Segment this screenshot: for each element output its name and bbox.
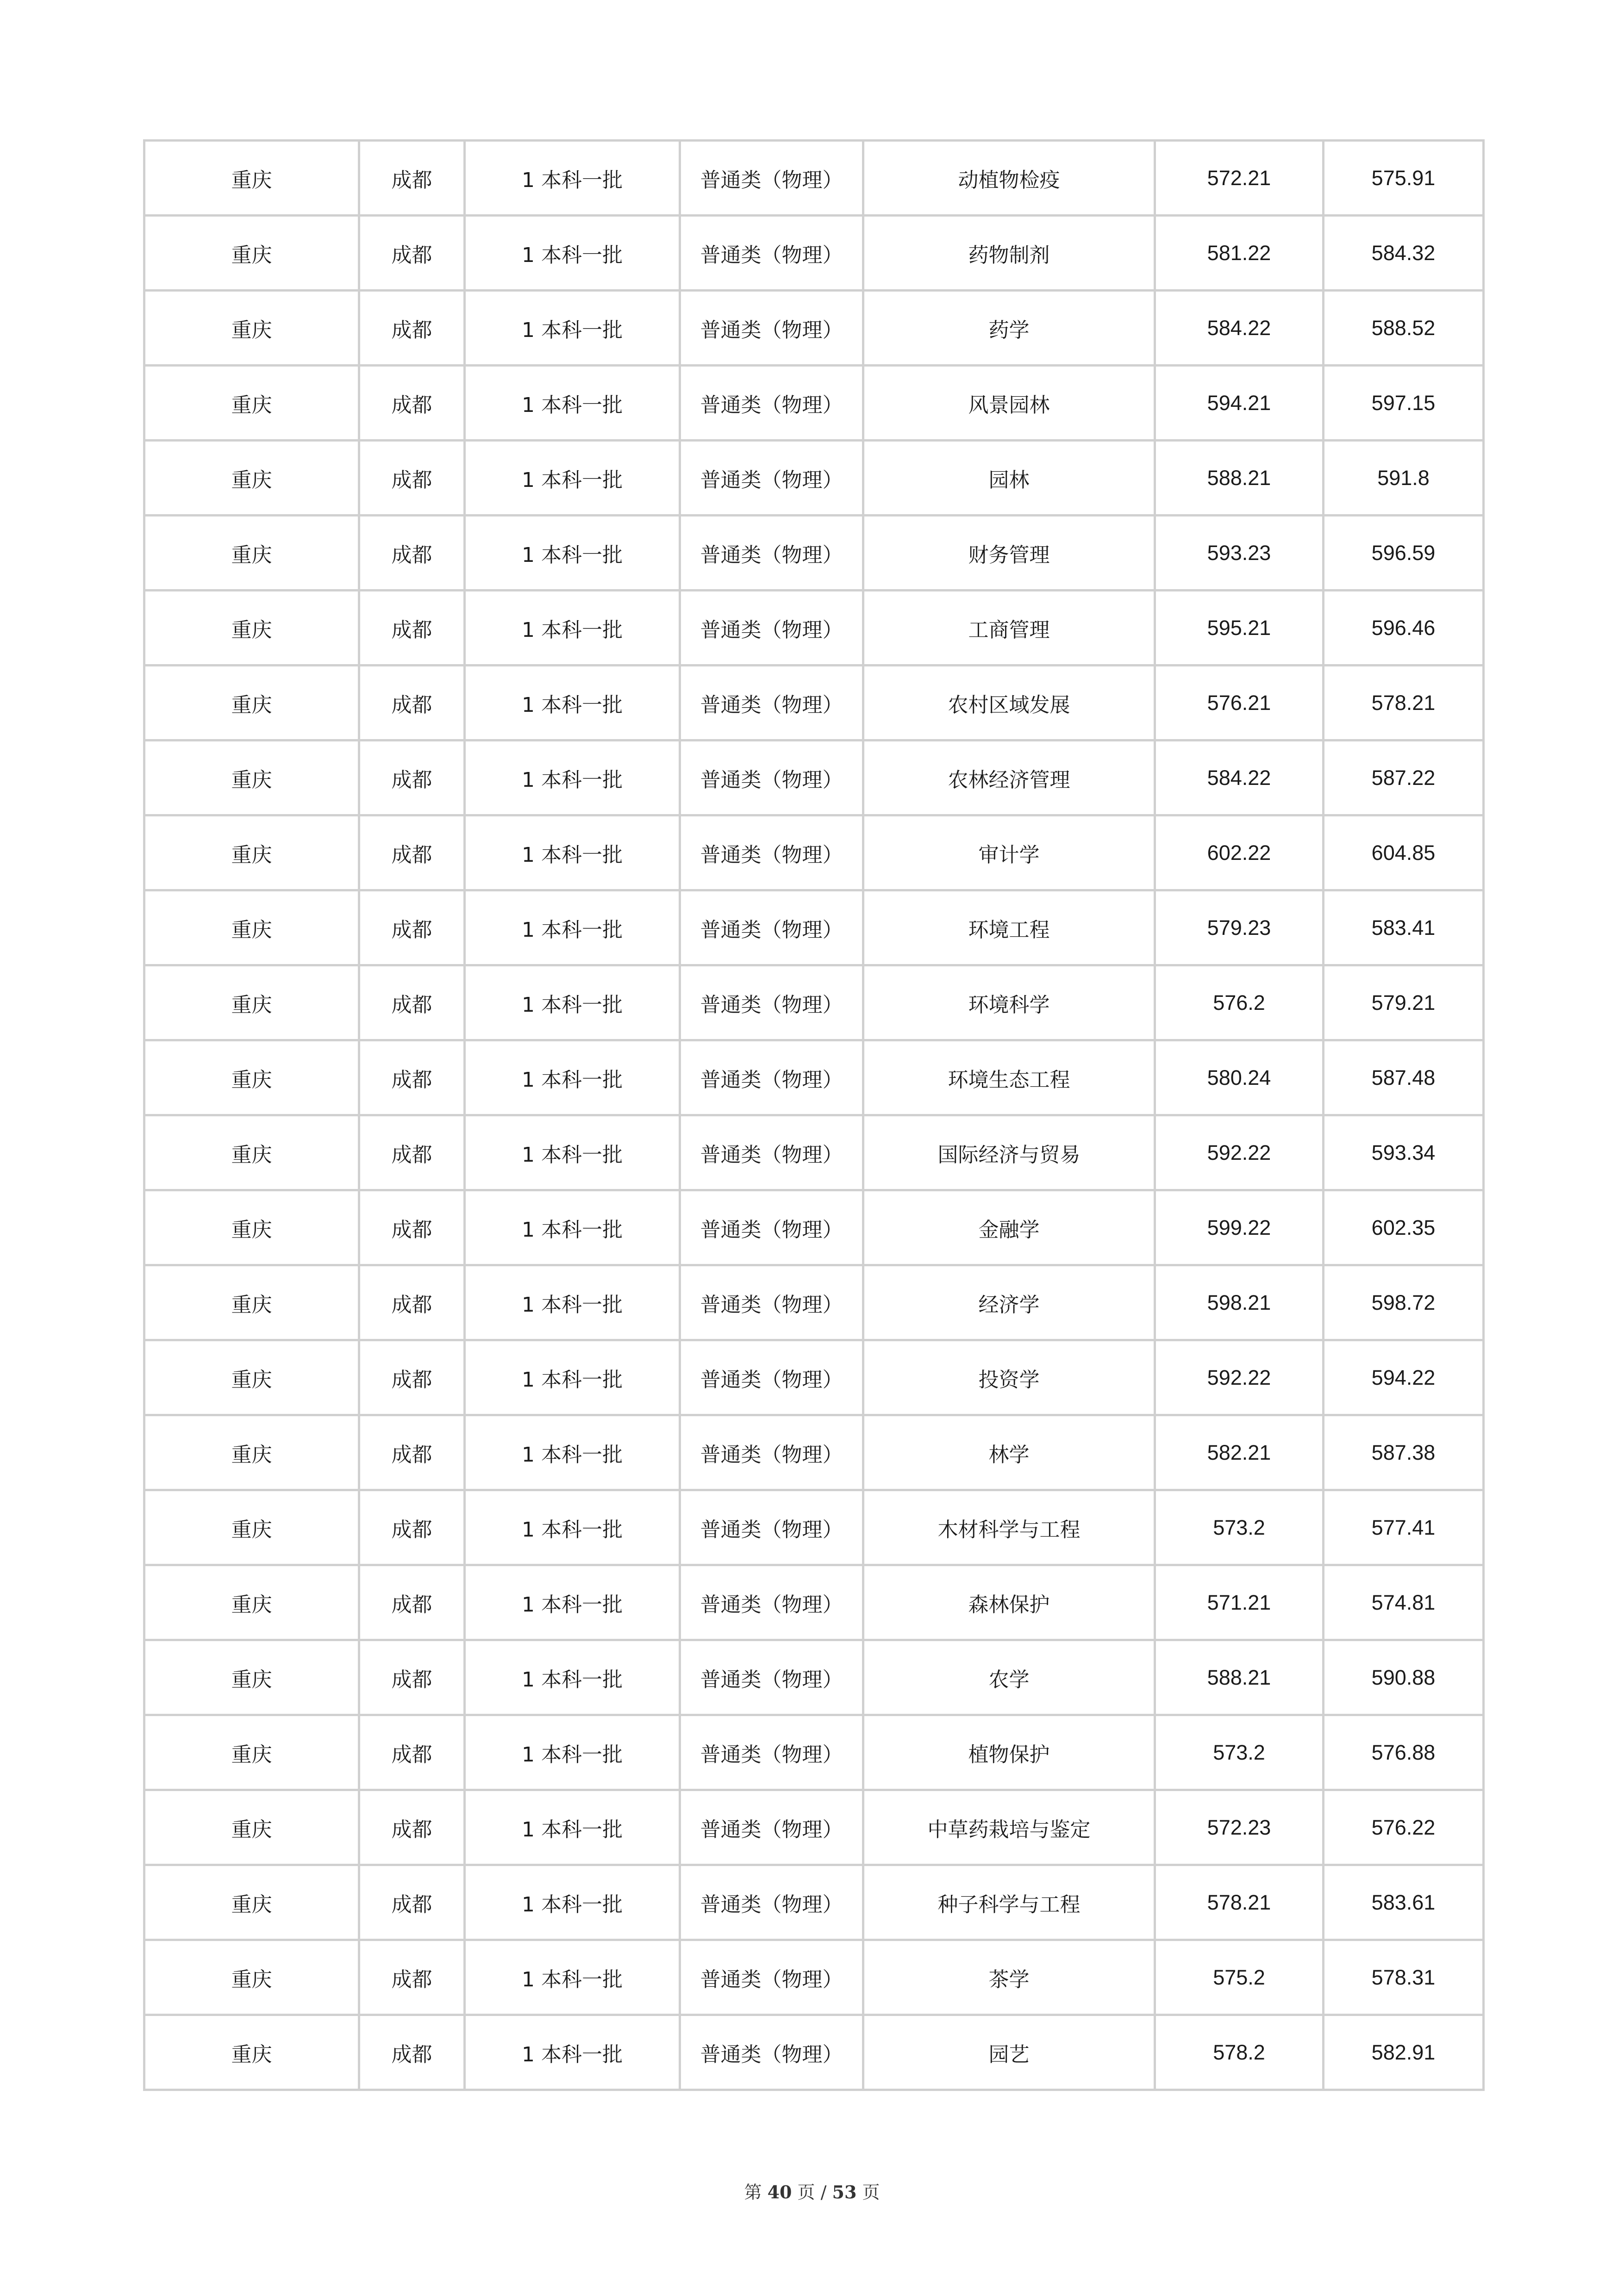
batch-cell: 1 本科一批 [465, 1640, 680, 1715]
batch-cell: 1 本科一批 [465, 1040, 680, 1115]
batch-cell: 1 本科一批 [465, 291, 680, 366]
province-cell: 重庆 [144, 1115, 359, 1190]
batch-cell: 1 本科一批 [465, 890, 680, 965]
major-cell: 药物制剂 [863, 216, 1155, 291]
city-cell: 成都 [359, 1190, 465, 1265]
category-cell: 普通类（物理） [680, 216, 863, 291]
province-cell: 重庆 [144, 141, 359, 216]
category-cell: 普通类（物理） [680, 890, 863, 965]
city-cell: 成都 [359, 1715, 465, 1790]
batch-cell: 1 本科一批 [465, 740, 680, 815]
province-cell: 重庆 [144, 1190, 359, 1265]
city-cell: 成都 [359, 516, 465, 591]
admission-score-table [143, 139, 1485, 2091]
min-score-cell: 572.23 [1155, 1790, 1324, 1865]
avg-score-cell: 577.41 [1324, 1490, 1484, 1565]
province-cell: 重庆 [144, 1265, 359, 1340]
min-score-cell: 592.22 [1155, 1340, 1324, 1415]
province-cell: 重庆 [144, 815, 359, 890]
city-cell: 成都 [359, 890, 465, 965]
min-score-cell: 573.2 [1155, 1490, 1324, 1565]
category-cell: 普通类（物理） [680, 366, 863, 441]
footer-middle: 页 / [797, 2182, 827, 2203]
category-cell: 普通类（物理） [680, 1790, 863, 1865]
batch-cell: 1 本科一批 [465, 591, 680, 666]
avg-score-cell: 598.72 [1324, 1265, 1484, 1340]
province-cell: 重庆 [144, 1940, 359, 2015]
city-cell: 成都 [359, 1340, 465, 1415]
min-score-cell: 580.24 [1155, 1040, 1324, 1115]
category-cell: 普通类（物理） [680, 1565, 863, 1640]
province-cell: 重庆 [144, 1565, 359, 1640]
total-pages-number: 53 [832, 2182, 857, 2203]
major-cell: 林学 [863, 1415, 1155, 1490]
table-row [144, 1640, 1484, 1715]
city-cell: 成都 [359, 1865, 465, 1940]
avg-score-cell: 582.91 [1324, 2015, 1484, 2090]
city-cell: 成都 [359, 441, 465, 516]
table-row [144, 1490, 1484, 1565]
batch-cell: 1 本科一批 [465, 216, 680, 291]
major-cell: 工商管理 [863, 591, 1155, 666]
avg-score-cell: 587.48 [1324, 1040, 1484, 1115]
category-cell: 普通类（物理） [680, 516, 863, 591]
batch-cell: 1 本科一批 [465, 1190, 680, 1265]
major-cell: 财务管理 [863, 516, 1155, 591]
province-cell: 重庆 [144, 1715, 359, 1790]
min-score-cell: 588.21 [1155, 1640, 1324, 1715]
avg-score-cell: 574.81 [1324, 1565, 1484, 1640]
major-cell: 植物保护 [863, 1715, 1155, 1790]
category-cell: 普通类（物理） [680, 666, 863, 740]
avg-score-cell: 584.32 [1324, 216, 1484, 291]
avg-score-cell: 578.21 [1324, 666, 1484, 740]
batch-cell: 1 本科一批 [465, 815, 680, 890]
city-cell: 成都 [359, 666, 465, 740]
city-cell: 成都 [359, 965, 465, 1040]
city-cell: 成都 [359, 1490, 465, 1565]
category-cell: 普通类（物理） [680, 740, 863, 815]
table-row [144, 740, 1484, 815]
city-cell: 成都 [359, 591, 465, 666]
major-cell: 动植物检疫 [863, 141, 1155, 216]
province-cell: 重庆 [144, 890, 359, 965]
major-cell: 森林保护 [863, 1565, 1155, 1640]
avg-score-cell: 583.41 [1324, 890, 1484, 965]
table-row [144, 441, 1484, 516]
table-row [144, 366, 1484, 441]
city-cell: 成都 [359, 1940, 465, 2015]
batch-cell: 1 本科一批 [465, 965, 680, 1040]
page-footer [0, 2178, 1624, 2203]
min-score-cell: 582.21 [1155, 1415, 1324, 1490]
category-cell: 普通类（物理） [680, 1865, 863, 1940]
province-cell: 重庆 [144, 441, 359, 516]
category-cell: 普通类（物理） [680, 965, 863, 1040]
major-cell: 投资学 [863, 1340, 1155, 1415]
table-row [144, 890, 1484, 965]
major-cell: 经济学 [863, 1265, 1155, 1340]
min-score-cell: 572.21 [1155, 141, 1324, 216]
avg-score-cell: 588.52 [1324, 291, 1484, 366]
province-cell: 重庆 [144, 740, 359, 815]
min-score-cell: 575.2 [1155, 1940, 1324, 2015]
city-cell: 成都 [359, 815, 465, 890]
table-row [144, 1040, 1484, 1115]
avg-score-cell: 596.46 [1324, 591, 1484, 666]
avg-score-cell: 596.59 [1324, 516, 1484, 591]
current-page-number: 40 [767, 2182, 792, 2203]
major-cell: 农村区域发展 [863, 666, 1155, 740]
min-score-cell: 573.2 [1155, 1715, 1324, 1790]
category-cell: 普通类（物理） [680, 1940, 863, 2015]
table-row [144, 1265, 1484, 1340]
avg-score-cell: 583.61 [1324, 1865, 1484, 1940]
city-cell: 成都 [359, 141, 465, 216]
city-cell: 成都 [359, 2015, 465, 2090]
footer-suffix: 页 [862, 2182, 880, 2203]
batch-cell: 1 本科一批 [465, 1490, 680, 1565]
province-cell: 重庆 [144, 1640, 359, 1715]
table-row [144, 216, 1484, 291]
avg-score-cell: 575.91 [1324, 141, 1484, 216]
category-cell: 普通类（物理） [680, 1640, 863, 1715]
footer-prefix: 第 [744, 2182, 762, 2203]
category-cell: 普通类（物理） [680, 591, 863, 666]
category-cell: 普通类（物理） [680, 141, 863, 216]
table-row [144, 291, 1484, 366]
table-row [144, 1715, 1484, 1790]
major-cell: 种子科学与工程 [863, 1865, 1155, 1940]
category-cell: 普通类（物理） [680, 441, 863, 516]
city-cell: 成都 [359, 366, 465, 441]
province-cell: 重庆 [144, 2015, 359, 2090]
table-row [144, 1115, 1484, 1190]
min-score-cell: 571.21 [1155, 1565, 1324, 1640]
table-row [144, 666, 1484, 740]
table-row [144, 1865, 1484, 1940]
min-score-cell: 576.21 [1155, 666, 1324, 740]
table-row [144, 1940, 1484, 2015]
major-cell: 农林经济管理 [863, 740, 1155, 815]
province-cell: 重庆 [144, 1340, 359, 1415]
table-row [144, 1415, 1484, 1490]
min-score-cell: 595.21 [1155, 591, 1324, 666]
avg-score-cell: 587.38 [1324, 1415, 1484, 1490]
min-score-cell: 578.2 [1155, 2015, 1324, 2090]
batch-cell: 1 本科一批 [465, 366, 680, 441]
avg-score-cell: 578.31 [1324, 1940, 1484, 2015]
major-cell: 审计学 [863, 815, 1155, 890]
avg-score-cell: 579.21 [1324, 965, 1484, 1040]
major-cell: 园艺 [863, 2015, 1155, 2090]
city-cell: 成都 [359, 1265, 465, 1340]
city-cell: 成都 [359, 1040, 465, 1115]
batch-cell: 1 本科一批 [465, 1415, 680, 1490]
category-cell: 普通类（物理） [680, 1490, 863, 1565]
category-cell: 普通类（物理） [680, 1715, 863, 1790]
province-cell: 重庆 [144, 216, 359, 291]
table-row [144, 141, 1484, 216]
table-row [144, 815, 1484, 890]
table-row [144, 516, 1484, 591]
avg-score-cell: 587.22 [1324, 740, 1484, 815]
avg-score-cell: 593.34 [1324, 1115, 1484, 1190]
province-cell: 重庆 [144, 1865, 359, 1940]
province-cell: 重庆 [144, 666, 359, 740]
avg-score-cell: 602.35 [1324, 1190, 1484, 1265]
province-cell: 重庆 [144, 591, 359, 666]
city-cell: 成都 [359, 1565, 465, 1640]
avg-score-cell: 576.22 [1324, 1790, 1484, 1865]
major-cell: 中草药栽培与鉴定 [863, 1790, 1155, 1865]
table-row [144, 1790, 1484, 1865]
city-cell: 成都 [359, 740, 465, 815]
province-cell: 重庆 [144, 1790, 359, 1865]
major-cell: 金融学 [863, 1190, 1155, 1265]
avg-score-cell: 590.88 [1324, 1640, 1484, 1715]
min-score-cell: 594.21 [1155, 366, 1324, 441]
category-cell: 普通类（物理） [680, 2015, 863, 2090]
table-row [144, 591, 1484, 666]
batch-cell: 1 本科一批 [465, 1865, 680, 1940]
batch-cell: 1 本科一批 [465, 1340, 680, 1415]
city-cell: 成都 [359, 291, 465, 366]
city-cell: 成都 [359, 1415, 465, 1490]
table-row [144, 1565, 1484, 1640]
min-score-cell: 581.22 [1155, 216, 1324, 291]
major-cell: 风景园林 [863, 366, 1155, 441]
province-cell: 重庆 [144, 291, 359, 366]
category-cell: 普通类（物理） [680, 1265, 863, 1340]
table-row [144, 1190, 1484, 1265]
category-cell: 普通类（物理） [680, 291, 863, 366]
major-cell: 国际经济与贸易 [863, 1115, 1155, 1190]
batch-cell: 1 本科一批 [465, 666, 680, 740]
major-cell: 农学 [863, 1640, 1155, 1715]
category-cell: 普通类（物理） [680, 1115, 863, 1190]
province-cell: 重庆 [144, 1040, 359, 1115]
province-cell: 重庆 [144, 965, 359, 1040]
batch-cell: 1 本科一批 [465, 516, 680, 591]
min-score-cell: 576.2 [1155, 965, 1324, 1040]
batch-cell: 1 本科一批 [465, 441, 680, 516]
min-score-cell: 602.22 [1155, 815, 1324, 890]
avg-score-cell: 604.85 [1324, 815, 1484, 890]
table-body [144, 141, 1484, 2090]
min-score-cell: 588.21 [1155, 441, 1324, 516]
category-cell: 普通类（物理） [680, 815, 863, 890]
min-score-cell: 599.22 [1155, 1190, 1324, 1265]
avg-score-cell: 594.22 [1324, 1340, 1484, 1415]
province-cell: 重庆 [144, 1415, 359, 1490]
batch-cell: 1 本科一批 [465, 1790, 680, 1865]
category-cell: 普通类（物理） [680, 1415, 863, 1490]
major-cell: 环境生态工程 [863, 1040, 1155, 1115]
batch-cell: 1 本科一批 [465, 1115, 680, 1190]
major-cell: 药学 [863, 291, 1155, 366]
avg-score-cell: 591.8 [1324, 441, 1484, 516]
batch-cell: 1 本科一批 [465, 1940, 680, 2015]
major-cell: 环境工程 [863, 890, 1155, 965]
province-cell: 重庆 [144, 1490, 359, 1565]
table-row [144, 2015, 1484, 2090]
major-cell: 木材科学与工程 [863, 1490, 1155, 1565]
batch-cell: 1 本科一批 [465, 1715, 680, 1790]
city-cell: 成都 [359, 216, 465, 291]
min-score-cell: 584.22 [1155, 291, 1324, 366]
table-row [144, 1340, 1484, 1415]
city-cell: 成都 [359, 1115, 465, 1190]
avg-score-cell: 597.15 [1324, 366, 1484, 441]
min-score-cell: 598.21 [1155, 1265, 1324, 1340]
category-cell: 普通类（物理） [680, 1040, 863, 1115]
min-score-cell: 584.22 [1155, 740, 1324, 815]
batch-cell: 1 本科一批 [465, 141, 680, 216]
category-cell: 普通类（物理） [680, 1190, 863, 1265]
major-cell: 茶学 [863, 1940, 1155, 2015]
city-cell: 成都 [359, 1790, 465, 1865]
major-cell: 环境科学 [863, 965, 1155, 1040]
batch-cell: 1 本科一批 [465, 1265, 680, 1340]
min-score-cell: 579.23 [1155, 890, 1324, 965]
major-cell: 园林 [863, 441, 1155, 516]
province-cell: 重庆 [144, 366, 359, 441]
avg-score-cell: 576.88 [1324, 1715, 1484, 1790]
batch-cell: 1 本科一批 [465, 2015, 680, 2090]
batch-cell: 1 本科一批 [465, 1565, 680, 1640]
min-score-cell: 593.23 [1155, 516, 1324, 591]
min-score-cell: 578.21 [1155, 1865, 1324, 1940]
min-score-cell: 592.22 [1155, 1115, 1324, 1190]
table-row [144, 965, 1484, 1040]
province-cell: 重庆 [144, 516, 359, 591]
city-cell: 成都 [359, 1640, 465, 1715]
category-cell: 普通类（物理） [680, 1340, 863, 1415]
